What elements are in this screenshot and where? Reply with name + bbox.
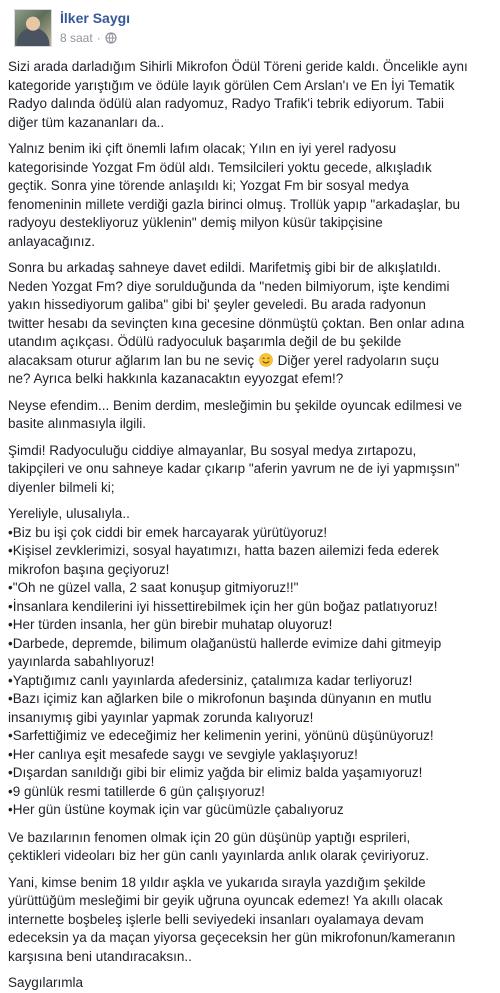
post-paragraph	[8, 259, 492, 389]
text-line: Neden Yozgat Fm? diye sorulduğunda da "neden bilmiyorum, işte kendimi	[8, 278, 450, 294]
text-line: Ve bazılarının fenomen olmak için 20 gün düşünüp yaptığı esprileri,	[8, 829, 411, 845]
post-signoff	[8, 974, 492, 993]
text-line-with-emoji	[8, 352, 492, 371]
post-paragraph	[8, 397, 492, 434]
text-line: diğer tüm kazananları da..	[8, 114, 165, 130]
post-text	[6, 56, 492, 993]
list-intro: Yereliyle, ulusalıyla..	[8, 506, 130, 521]
text-line: kategorisinde Yozgat Fm ödül aldı. Temsilcileri yoktu gecede, alkışladık	[8, 159, 432, 175]
text-segment: Diğer yerel radyoların suçu	[273, 352, 439, 368]
text-line: yakın hissediyorum galiba" gibi bi' şeyler geveledi. Bu arada radyonun	[8, 297, 426, 312]
list-item: •Bazı içimiz kan ağlarken bile o mikrofonun başında dünyanın en mutlu	[8, 691, 432, 706]
text-line: Yani, kimse benim 18 yıldır aşkla ve yukarıda sırayla yazdığım şekilde	[8, 874, 426, 890]
post-timestamp-link[interactable]: 8 saat	[60, 31, 93, 45]
text-line: radyoyu destekliyoruz yüklenin" demiş milyon küsür takipçisine	[8, 215, 383, 230]
list-item: •İnsanlara kendilerini iyi hissettirebilmek için her gün boğaz patlatıyoruz!	[8, 598, 438, 614]
text-line: çektikleri videoları biz her gün canlı yayınlarda anlık olarak çeviriyoruz.	[8, 848, 429, 863]
author-avatar[interactable]	[14, 9, 52, 47]
text-line: Yalnız benim iki çift önemli lafım olacak; Yılın en iyi yerel radyosu	[8, 141, 397, 156]
meta-separator: ·	[96, 31, 101, 45]
list-item: •Kişisel zevklerimizi, sosyal hayatımızı, hatta bazen ailemizi feda ederek	[8, 543, 439, 558]
list-item-continued: insanıymış gibi yayınlar yapmak zorunda kalıyoruz!	[8, 709, 314, 725]
text-line: ne? Ayrıca belki hakkınla kazanacaktın eyyozgat efem!?	[8, 371, 344, 386]
smiling-face-icon	[259, 353, 273, 367]
text-line: edeceksin ya da maçan yiyorsa geçeceksin her gün mikrofonun/kameranın	[8, 930, 456, 945]
post-paragraph	[8, 442, 492, 498]
text-line: utandım açıkçası. Ödülü radyoculuk başarımla değil de bu şekilde	[8, 334, 402, 349]
text-line: diyenler bilmeli ki;	[8, 479, 115, 495]
list-item: •Her türden insanla, her gün birebir muhatap oluyoruz!	[8, 617, 333, 632]
list-item: •9 günlük resmi tatillerde 6 gün çalışıyoruz!	[8, 783, 265, 799]
globe-icon[interactable]	[105, 32, 117, 44]
post-meta	[60, 31, 117, 45]
post-paragraph	[8, 829, 492, 866]
list-item: •"Oh ne güzel valla, 2 saat konuşup gitmiyoruz!!"	[8, 580, 299, 595]
post-paragraph	[8, 874, 492, 967]
list-item: •Her canlıya eşit mesafede saygı ve sevgiyle yaklaşıyoruz!	[8, 746, 358, 762]
list-item: •Darbede, depremde, bilimum olağanüstü hallerde evimize dahi gitmeyip	[8, 635, 442, 651]
text-line: karşısına beni utandıracaksın..	[8, 948, 192, 964]
text-line: Sonra bu arkadaş sahneye davet edildi. Marifetmiş gibi bir de alkışlatıldı.	[8, 260, 441, 275]
list-item: •Yaptığımız canlı yayınlarda afedersiniz, çatalımıza kadar terliyoruz!	[8, 672, 413, 688]
list-item: •Her gün üstüne koymak için var gücümüzle çabalıyoruz	[8, 802, 344, 817]
text-line: anlayacağınız.	[8, 233, 96, 249]
post-paragraph	[8, 58, 492, 132]
text-line: Radyo dalında ödülü alan radyomuz, Radyo Trafik'i tebrik ediyorum. Tabii	[8, 96, 445, 111]
post-header	[6, 0, 492, 56]
text-line: takipçileri ve onu sahneye kadar çıkarıp "aferin yavrum ne de iyi yapmışsın"	[8, 461, 460, 476]
text-line: fenomeninin millete verdiği gazla birinci olmuş. Trollük yapıp "arkadaşlar, bu	[8, 196, 461, 212]
text-line: Saygılarımla	[8, 975, 84, 990]
text-line: twitter hesabı da sevinçten kına gecesine dönmüştü çoktan. Ben onlar adına	[8, 315, 465, 331]
text-line: Neyse efendim... Benim derdim, mesleğimin bu şekilde oyuncak edilmesi ve	[8, 397, 462, 413]
text-line: geçtik. Sonra yine törende anlaşıldı ki; Yozgat Fm bir sosyal medya	[8, 178, 409, 193]
post-bullet-list	[8, 505, 492, 820]
text-line: internette boşbeleş işlerle belli seviyedeki insanları oyalamaya devam	[8, 911, 424, 927]
post-paragraph	[8, 140, 492, 251]
list-item: •Dışardan sanıldığı gibi bir elimiz yağda bir elimiz balda yaşamıyoruz!	[8, 765, 423, 780]
list-item-continued: mikrofon başına geçiyoruz!	[8, 561, 170, 577]
list-item: •Biz bu işi çok ciddi bir emek harcayarak yürütüyoruz!	[8, 524, 328, 540]
list-item: •Sarfettiğimiz ve edeceğimiz her kelimenin yerini, yönünü düşünüyoruz!	[8, 728, 434, 743]
text-line: yürüttüğüm mesleğimi bir geyik uğruna oyuncak edemez! Ya akıllı olacak	[8, 893, 443, 908]
list-item-continued: yayınlarda sabahlıyoruz!	[8, 654, 155, 669]
text-line: Sizi arada darladığım Sihirli Mikrofon Ödül Töreni geride kaldı. Öncelikle aynı	[8, 59, 468, 74]
text-segment: alacaksam oturur ağlarım lan bu ne seviç	[8, 352, 255, 368]
author-name-link[interactable]: İlker Saygı	[60, 10, 131, 26]
text-line: Şimdi! Radyoculuğu ciddiye almayanlar, Bu sosyal medya zırtapozu,	[8, 442, 417, 458]
text-line: kategoride yarıştığım ve ödüle layık görülen Cem Arslan'ı ve En İyi Tematik	[8, 77, 455, 93]
text-line: basite alınmasıyla ilgili.	[8, 416, 147, 431]
